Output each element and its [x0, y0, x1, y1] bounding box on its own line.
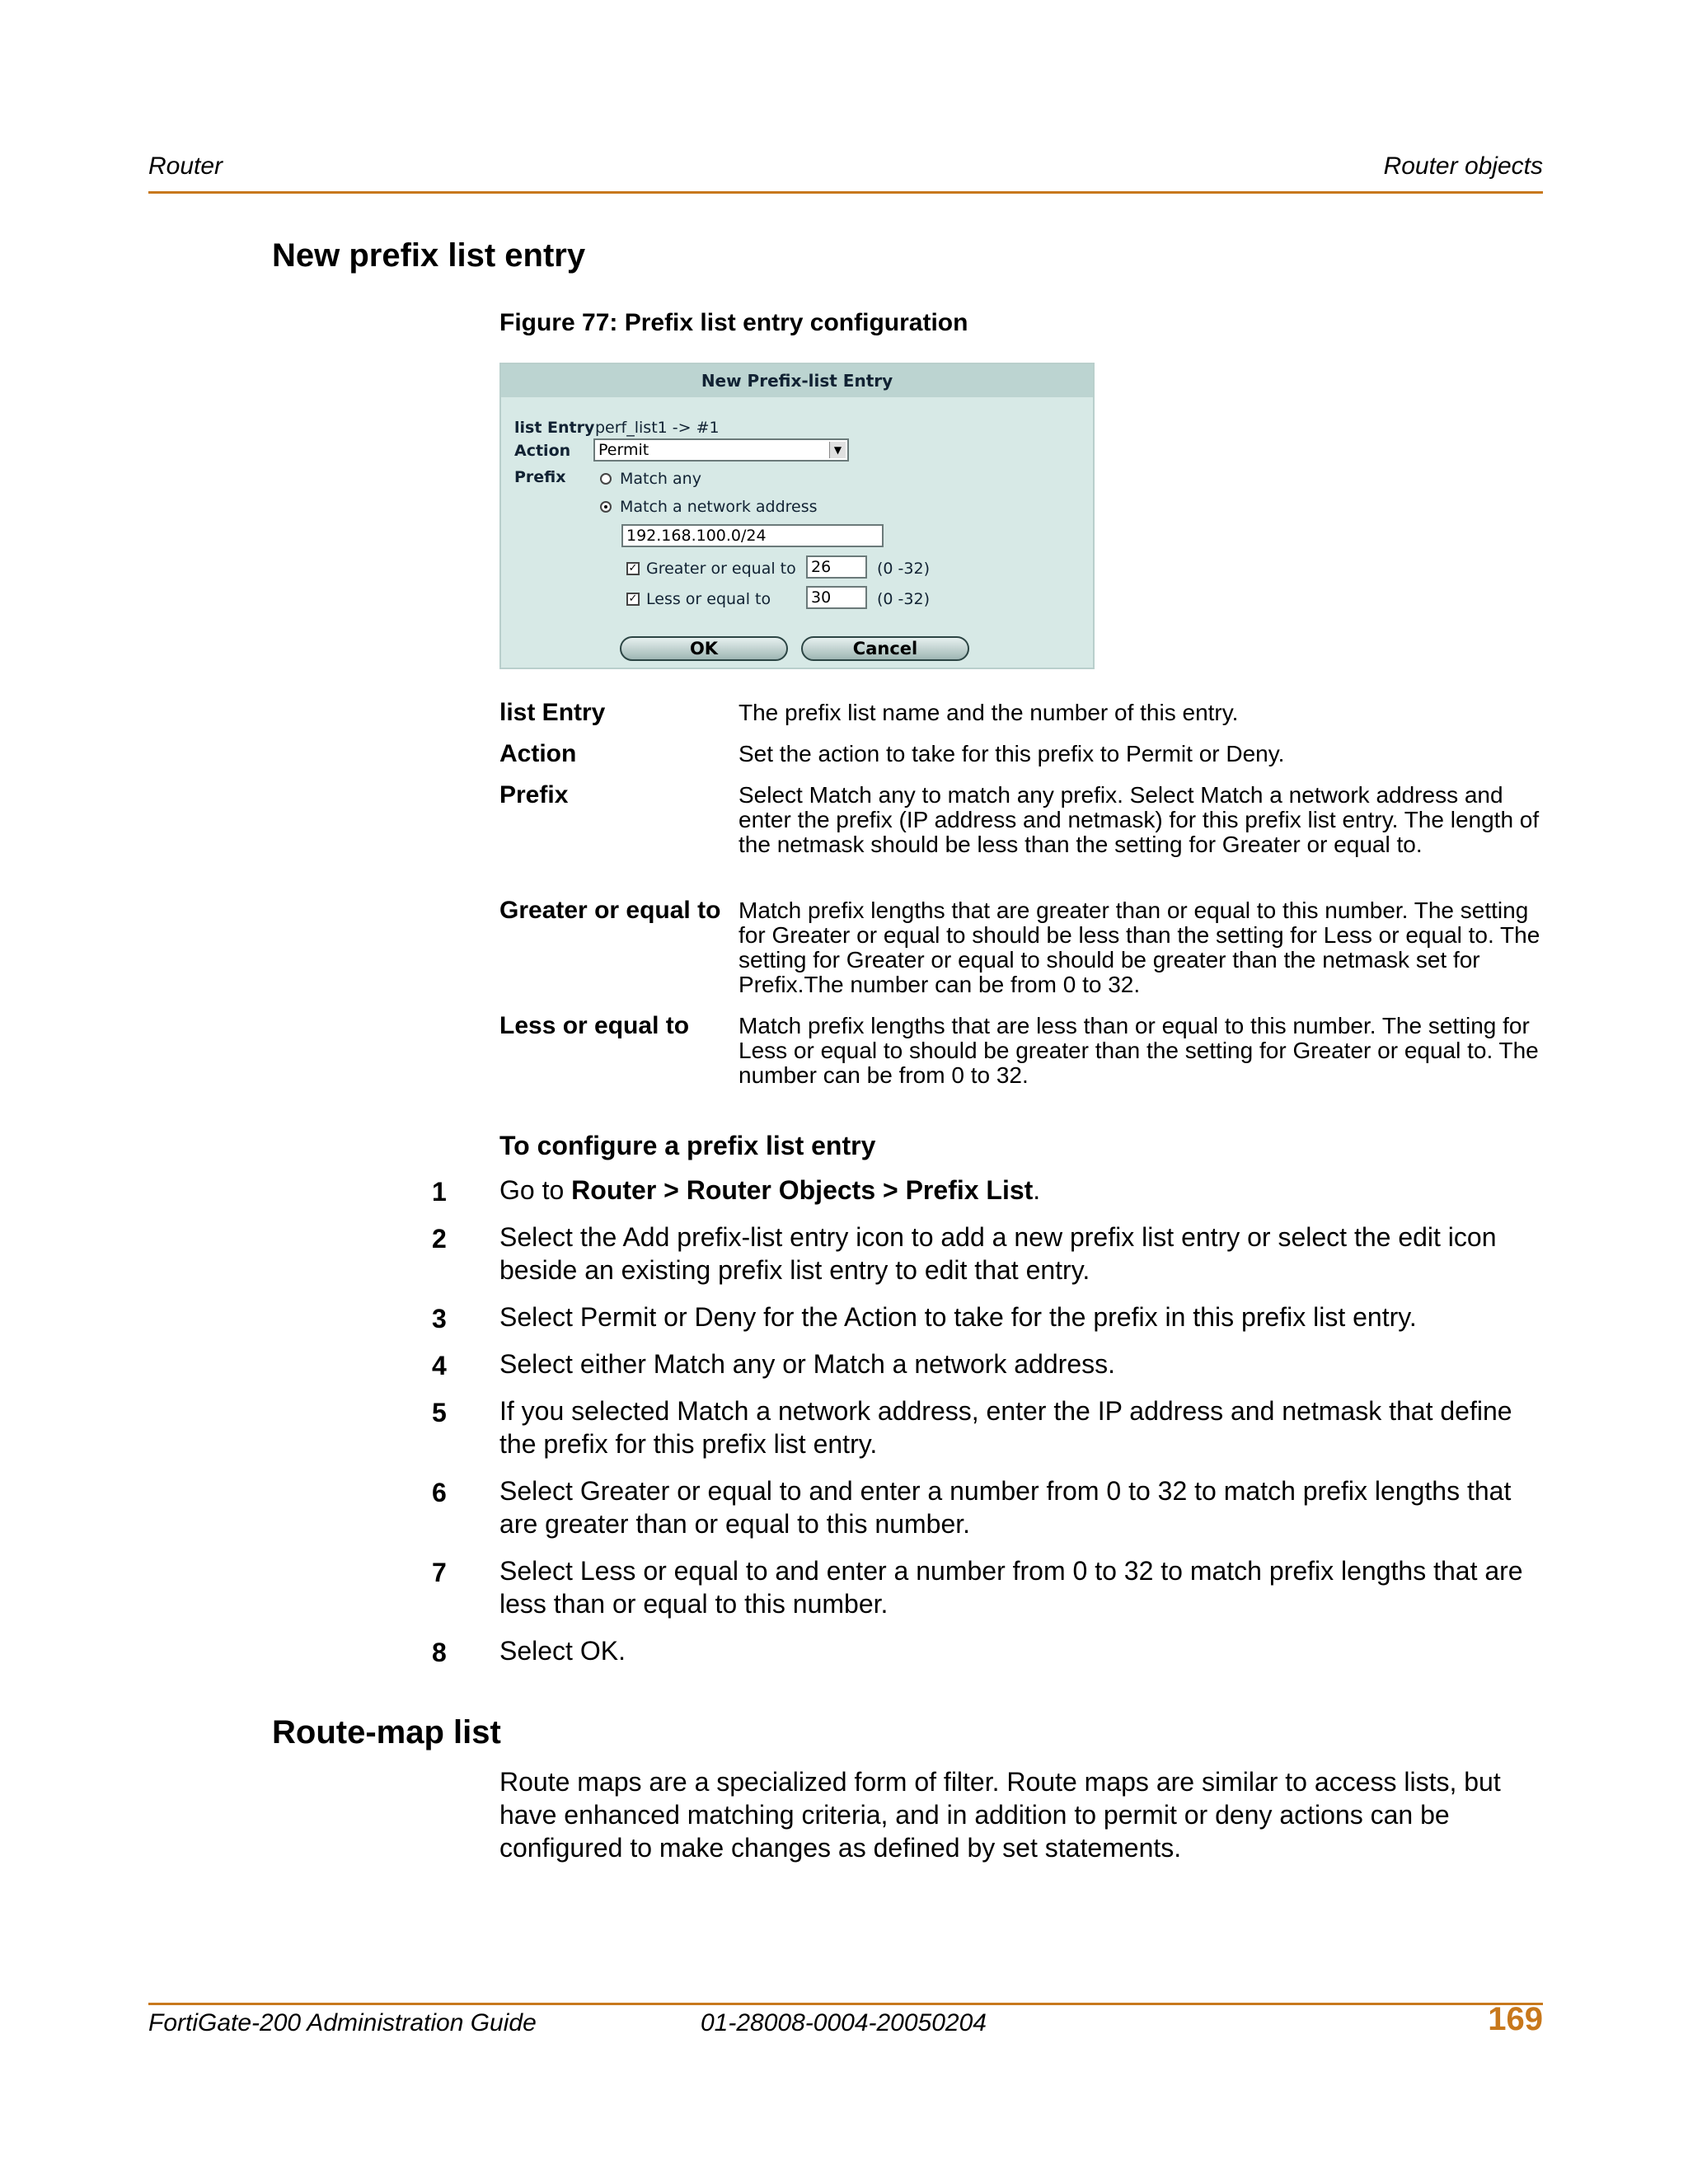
def-term-action: Action — [499, 740, 577, 767]
def-desc-action: Set the action to take for this prefix to Permit or Deny. — [738, 741, 1285, 766]
action-select-value: Permit — [598, 441, 649, 459]
header-section: Router objects — [1383, 152, 1543, 180]
def-desc-less-equal: Match prefix lengths that are less than or equal to this number. The setting for Less or equal to should be greater than the setting for Greater or equal to. The number can be from 0 to 32. — [738, 1013, 1539, 1088]
cancel-button[interactable]: Cancel — [801, 636, 969, 661]
section-title-new-prefix: New prefix list entry — [272, 237, 586, 274]
step-number: 3 — [432, 1304, 447, 1333]
header-rule — [148, 191, 1543, 194]
action-label: Action — [514, 442, 571, 460]
step-text-suffix: . — [1033, 1175, 1041, 1205]
list-entry-value: perf_list1 -> #1 — [595, 419, 720, 437]
def-desc-prefix: Select Match any to match any prefix. Select Match a network address and enter the prefix (IP address and netmask) for this prefix list entry. The length of the netmask should be less than the setting for Greater or equal to. — [738, 782, 1540, 857]
prefix-address-input[interactable]: 192.168.100.0/24 — [621, 524, 884, 547]
def-term-list-entry: list Entry — [499, 699, 606, 726]
match-any-label: Match any — [620, 470, 701, 488]
def-term-less-equal: Less or equal to — [499, 1012, 690, 1039]
def-term-prefix: Prefix — [499, 781, 569, 808]
step-text: Select the Add prefix-list entry icon to add a new prefix list entry or select the edit icon beside an existing prefix list entry to edit that entry. — [499, 1222, 1497, 1285]
step-number: 6 — [432, 1478, 447, 1507]
page-number: 169 — [1488, 2001, 1543, 2037]
step-text: Select either Match any or Match a network address. — [499, 1349, 1116, 1379]
figure-caption: Figure 77: Prefix list entry configuration — [499, 309, 968, 336]
dialog-title: New Prefix-list Entry — [501, 364, 1093, 397]
le-range: (0 -32) — [877, 590, 930, 608]
menu-path: Router > Router Objects > Prefix List — [571, 1175, 1034, 1205]
step-number: 2 — [432, 1224, 447, 1254]
prefix-label: Prefix — [514, 468, 566, 486]
step-text: Select Greater or equal to and enter a number from 0 to 32 to match prefix lengths that are greater than or equal to this number. — [499, 1476, 1512, 1539]
ge-input[interactable]: 26 — [806, 555, 867, 579]
footer-guide-title: FortiGate-200 Administration Guide — [148, 2009, 537, 2036]
list-entry-label: list Entry — [514, 419, 595, 437]
step-text: Select Permit or Deny for the Action to take for the prefix in this prefix list entry. — [499, 1302, 1417, 1332]
ge-range: (0 -32) — [877, 560, 930, 578]
step-number: 7 — [432, 1558, 447, 1587]
ge-checkbox[interactable]: ✓ — [626, 562, 640, 575]
step-text-prefix: Go to — [499, 1175, 572, 1205]
match-network-radio[interactable] — [600, 501, 612, 513]
le-label: Less or equal to — [646, 590, 771, 608]
step-text: Select OK. — [499, 1636, 626, 1666]
route-map-body: Route maps are a specialized form of filter. Route maps are similar to access lists, but have enhanced matching criteria, and in addition to permit or deny actions can be configured to make changes as defined by set statements. — [499, 1767, 1501, 1863]
section-title-route-map: Route-map list — [272, 1714, 501, 1750]
le-input[interactable]: 30 — [806, 586, 867, 609]
header-chapter: Router — [148, 152, 223, 180]
match-network-label: Match a network address — [620, 498, 818, 516]
footer-rule — [148, 2003, 1543, 2005]
def-desc-greater-equal: Match prefix lengths that are greater than or equal to this number. The setting for Greater or equal to should be less than the setting for Less or equal to. The setting for Greater or equal to should be greater than the netmask set for Prefix.The number can be from 0 to 32. — [738, 898, 1540, 997]
step-text: If you selected Match a network address, enter the IP address and netmask that define the prefix for this prefix list entry. — [499, 1396, 1512, 1459]
action-select[interactable] — [593, 438, 849, 462]
def-term-greater-equal: Greater or equal to — [499, 897, 721, 924]
procedure-title: To configure a prefix list entry — [499, 1131, 876, 1160]
match-any-radio[interactable] — [600, 473, 612, 485]
ok-button[interactable]: OK — [620, 636, 788, 661]
step-text — [499, 1174, 1546, 1207]
step-number: 5 — [432, 1398, 447, 1427]
step-number: 8 — [432, 1638, 447, 1667]
ge-label: Greater or equal to — [646, 560, 796, 578]
chevron-down-icon[interactable]: ▼ — [829, 442, 846, 458]
step-number: 4 — [432, 1351, 447, 1380]
step-text: Select Less or equal to and enter a number from 0 to 32 to match prefix lengths that are less than or equal to this number. — [499, 1556, 1523, 1619]
step-number: 1 — [432, 1177, 447, 1207]
footer-doc-id: 01-28008-0004-20050204 — [701, 2009, 987, 2036]
def-desc-list-entry: The prefix list name and the number of this entry. — [738, 700, 1239, 725]
le-checkbox[interactable]: ✓ — [626, 593, 640, 606]
prefix-list-entry-dialog — [499, 363, 1095, 669]
